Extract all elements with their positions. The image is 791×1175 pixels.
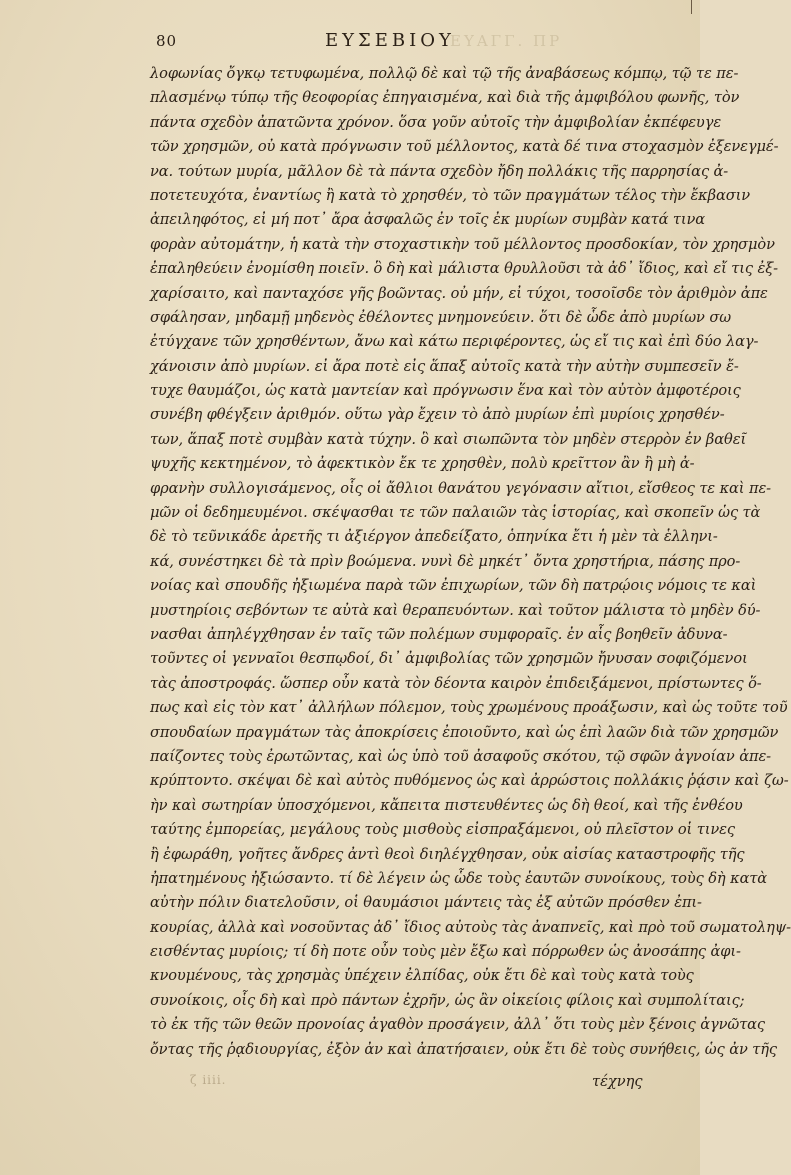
text-line: σφάλησαν, μηδαμῇ μηδενὸς ἐθέλοντες μνημονεύειν. ὅτι δὲ ὧδε ἀπὸ μυρίων σω <box>150 308 732 326</box>
text-line: ὄντας τῆς ῥᾳδιουργίας, ἐξὸν ἀν καὶ ἀπατήσαιεν, οὐκ ἔτι δὲ τοὺς συνήθεις, ὡς ἀν τῆς <box>150 1040 777 1058</box>
text-line: τὸ ἐκ τῆς τῶν θεῶν προνοίας ἀγαθὸν προσάγειν, ἀλλ᾿ ὅτι τοὺς μὲν ξένοις ἀγνῶτας <box>150 1016 765 1034</box>
text-line: χάνοισιν ἀπὸ μυρίων. εἰ ἄρα ποτὲ εἰς ἅπαξ αὐτοῖς κατὰ τὴν αὐτὴν συμπεσεῖν ἔ- <box>150 357 739 375</box>
text-line: νοίας καὶ σπουδῆς ἠξιωμένα παρὰ τῶν ἐπιχωρίων, τῶν δὴ πατρῴοις νόμοις τε καὶ <box>150 577 757 595</box>
signature-mark: ζ iiii. <box>190 1073 227 1087</box>
greek-text-block <box>150 62 791 1062</box>
text-line: τὰς ἀποστροφάς. ὥσπερ οὖν κατὰ τὸν δέοντα καιρὸν ἐπιδειξάμενοι, πρίστωντες ὅ- <box>150 674 762 692</box>
text-line: πως καὶ εἰς τὸν κατ᾿ ἀλλήλων πόλεμον, τοὺς χρωμένους προάξωσιν, καὶ ὡς τοῦτε τοῦ <box>150 699 788 717</box>
text-line: παίζοντες τοὺς ἐρωτῶντας, καὶ ὡς ὑπὸ τοῦ ἀσαφοῦς σκότου, τῷ σφῶν ἀγνοίαν ἀπε- <box>150 747 772 765</box>
text-line: ὴν καὶ σωτηρίαν ὑποσχόμενοι, κἄπειτα πιστευθέντες ὡς δὴ θεοί, καὶ τῆς ἐνθέου <box>150 796 743 814</box>
running-title: ΕΥΣΕΒΙΟΥ <box>325 30 455 51</box>
text-line: χαρίσαιτο, καὶ πανταχόσε γῆς βοῶντας. οὐ μήν, εἰ τύχοι, τοσοῖσδε τὸν ἀριθμὸν ἀπε <box>150 284 768 302</box>
text-line: να. τούτων μυρία, μᾶλλον δὲ τὰ πάντα σχεδὸν ἤδη πολλάκις τῆς παρρησίας ἀ- <box>150 162 729 180</box>
text-line: συνέβη φθέγξειν ἀριθμόν. οὕτω γὰρ ἔχειν τὸ ἀπὸ μυρίων ἐπὶ μυρίοις χρησθέν- <box>150 406 725 424</box>
text-line: κρύπτοντο. σκέψαι δὲ καὶ αὐτὸς πυθόμενος ὡς καὶ ἀρρώστοις πολλάκις ῥᾴσιν καὶ ζω- <box>150 772 789 790</box>
page-number: 80 <box>156 32 178 50</box>
text-line: ποτετευχότα, ἐναντίως ἢ κατὰ τὸ χρησθέν, τὸ τῶν πραγμάτων τέλος τὴν ἔκβασιν <box>150 186 750 204</box>
text-line: κνουμένους, τὰς χρησμὰς ὑπέχειν ἐλπίδας, οὐκ ἔτι δὲ καὶ τοὺς κατὰ τοὺς <box>150 967 694 985</box>
text-line: ἐτύγχανε τῶν χρησθέντων, ἄνω καὶ κάτω περιφέροντες, ὡς εἴ τις καὶ ἐπὶ δύο λαγ- <box>150 333 759 351</box>
text-line: φορὰν αὐτομάτην, ἡ κατὰ τὴν στοχαστικὴν τοῦ μέλλοντος προσδοκίαν, τὸν χρησμὸν <box>150 235 775 253</box>
text-line: εισθέντας μυρίοις; τί δὴ ποτε οὖν τοὺς μὲν ἔξω καὶ πόρρωθεν ὡς ἀνοσάπης ἀφι- <box>150 943 741 961</box>
text-line: ἐπαληθεύειν ἐνομίσθη ποιεῖν. ὃ δὴ καὶ μάλιστα θρυλλοῦσι τὰ ἀδ᾿ ἴδιος, καὶ εἴ τις ἐξ- <box>150 260 778 278</box>
text-line: τοῦντες οἱ γενναῖοι θεσπῳδοί, δι᾿ ἀμφιβολίας τῶν χρησμῶν ἤνυσαν σοφιζόμενοι <box>150 650 748 668</box>
text-line: αὐτὴν πόλιν διατελοῦσιν, οἱ θαυμάσιοι μάντεις τὰς ἐξ αὐτῶν πρόσθεν ἐπι- <box>150 894 702 912</box>
text-line: πάντα σχεδὸν ἀπατῶντα χρόνον. ὅσα γοῦν αὐτοῖς τὴν ἀμφιβολίαν ἐκπέφευγε <box>150 113 722 131</box>
text-line: ψυχῆς κεκτημένον, τὸ ἀφεκτικὸν ἔκ τε χρησθὲν, πολὺ κρεῖττον ἂν ἢ μὴ ἀ- <box>150 455 695 473</box>
text-line: ἠπατημένους ἠξιώσαντο. τί δὲ λέγειν ὡς ὧδε τοὺς ἑαυτῶν συνοίκους, τοὺς δὴ κατὰ <box>150 869 768 887</box>
text-line: σπουδαίων πραγμάτων τὰς ἀποκρίσεις ἐποιοῦντο, καὶ ὡς ἐπὶ λαῶν διὰ τῶν χρησμῶν <box>150 723 779 741</box>
text-line: μυστηρίοις σεβόντων τε αὐτὰ καὶ θεραπευόντων. καὶ τοῦτον μάλιστα τὸ μηδὲν δύ- <box>150 601 761 619</box>
text-line: μῶν οἱ δεδημευμένοι. σκέψασθαι τε τῶν παλαιῶν τὰς ἱστορίας, καὶ σκοπεῖν ὡς τὰ <box>150 504 761 522</box>
text-line: νασθαι ἀπηλέγχθησαν ἐν ταῖς τῶν πολέμων συμφοραῖς. ἐν αἷς βοηθεῖν ἀδυνα- <box>150 625 728 643</box>
text-line: τυχε θαυμάζοι, ὡς κατὰ μαντείαν καὶ πρόγνωσιν ἕνα καὶ τὸν αὐτὸν ἀμφοτέροις <box>150 382 741 400</box>
text-line: κουρίας, ἀλλὰ καὶ νοσοῦντας ἀδ᾿ ἴδιος αὐτοὺς τὰς ἀναπνεῖς, καὶ πρὸ τοῦ σωματοληψ- <box>150 918 791 936</box>
text-line: ταύτης ἐμπορείας, μεγάλους τοὺς μισθοὺς εἰσπραξάμενοι, οὐ πλεῖστον οἱ τινες <box>150 821 735 839</box>
text-line: των, ἅπαξ ποτὲ συμβὰν κατὰ τύχην. ὃ καὶ σιωπῶντα τὸν μηδὲν στερρὸν ἐν βαθεῖ <box>150 430 747 448</box>
text-line: τῶν χρησμῶν, οὐ κατὰ πρόγνωσιν τοῦ μέλλοντος, κατὰ δέ τινα στοχασμὸν ἐξενεγμέ- <box>150 138 779 156</box>
running-head <box>150 30 630 56</box>
text-line: συνοίκοις, οἷς δὴ καὶ πρὸ πάντων ἐχρῆν, ὡς ἂν οἰκείοις φίλοις καὶ συμπολίταις; <box>150 991 745 1009</box>
text-line: πλασμένῳ τύπῳ τῆς θεοφορίας ἐπηγαισμένα, καὶ διὰ τῆς ἀμφιβόλου φωνῆς, τὸν <box>150 89 740 107</box>
text-line: κά, συνέστηκει δὲ τὰ πρὶν βοώμενα. νυνὶ δὲ μηκέτ᾿ ὄντα χρηστήρια, πάσης προ- <box>150 552 741 570</box>
bleed-through-text: ΕΥΑΓΓ. ΠΡ <box>450 32 563 50</box>
text-line: ἢ ἐφωράθη, γοῆτες ἄνδρες ἀντὶ θεοὶ διηλέγχθησαν, οὐκ αἰσίας καταστροφῆς τῆς <box>150 845 745 863</box>
text-line: δὲ τὸ τεῦνικάδε ἀρετῆς τι ἀξιέργον ἀπεδείξατο, ὁπηνίκα ἔτι ἡ μὲν τὰ ἑλληνι- <box>150 528 718 546</box>
text-line: φρανὴν συλλογισάμενος, οἷς οἱ ἄθλιοι θανάτου γεγόνασιν αἴτιοι, εἴσθεος τε καὶ πε- <box>150 479 772 497</box>
page-edge-mark <box>691 0 692 14</box>
catchword: τέχνης <box>592 1073 643 1090</box>
text-line: ἀπειληφότος, εἰ μή ποτ᾿ ἄρα ἀσφαλῶς ἐν τοῖς ἐκ μυρίων συμβὰν κατά τινα <box>150 211 706 229</box>
text-line: λοφωνίας ὄγκῳ τετυφωμένα, πολλῷ δὲ καὶ τῷ τῆς ἀναβάσεως κόμπῳ, τῷ τε πε- <box>150 65 739 82</box>
